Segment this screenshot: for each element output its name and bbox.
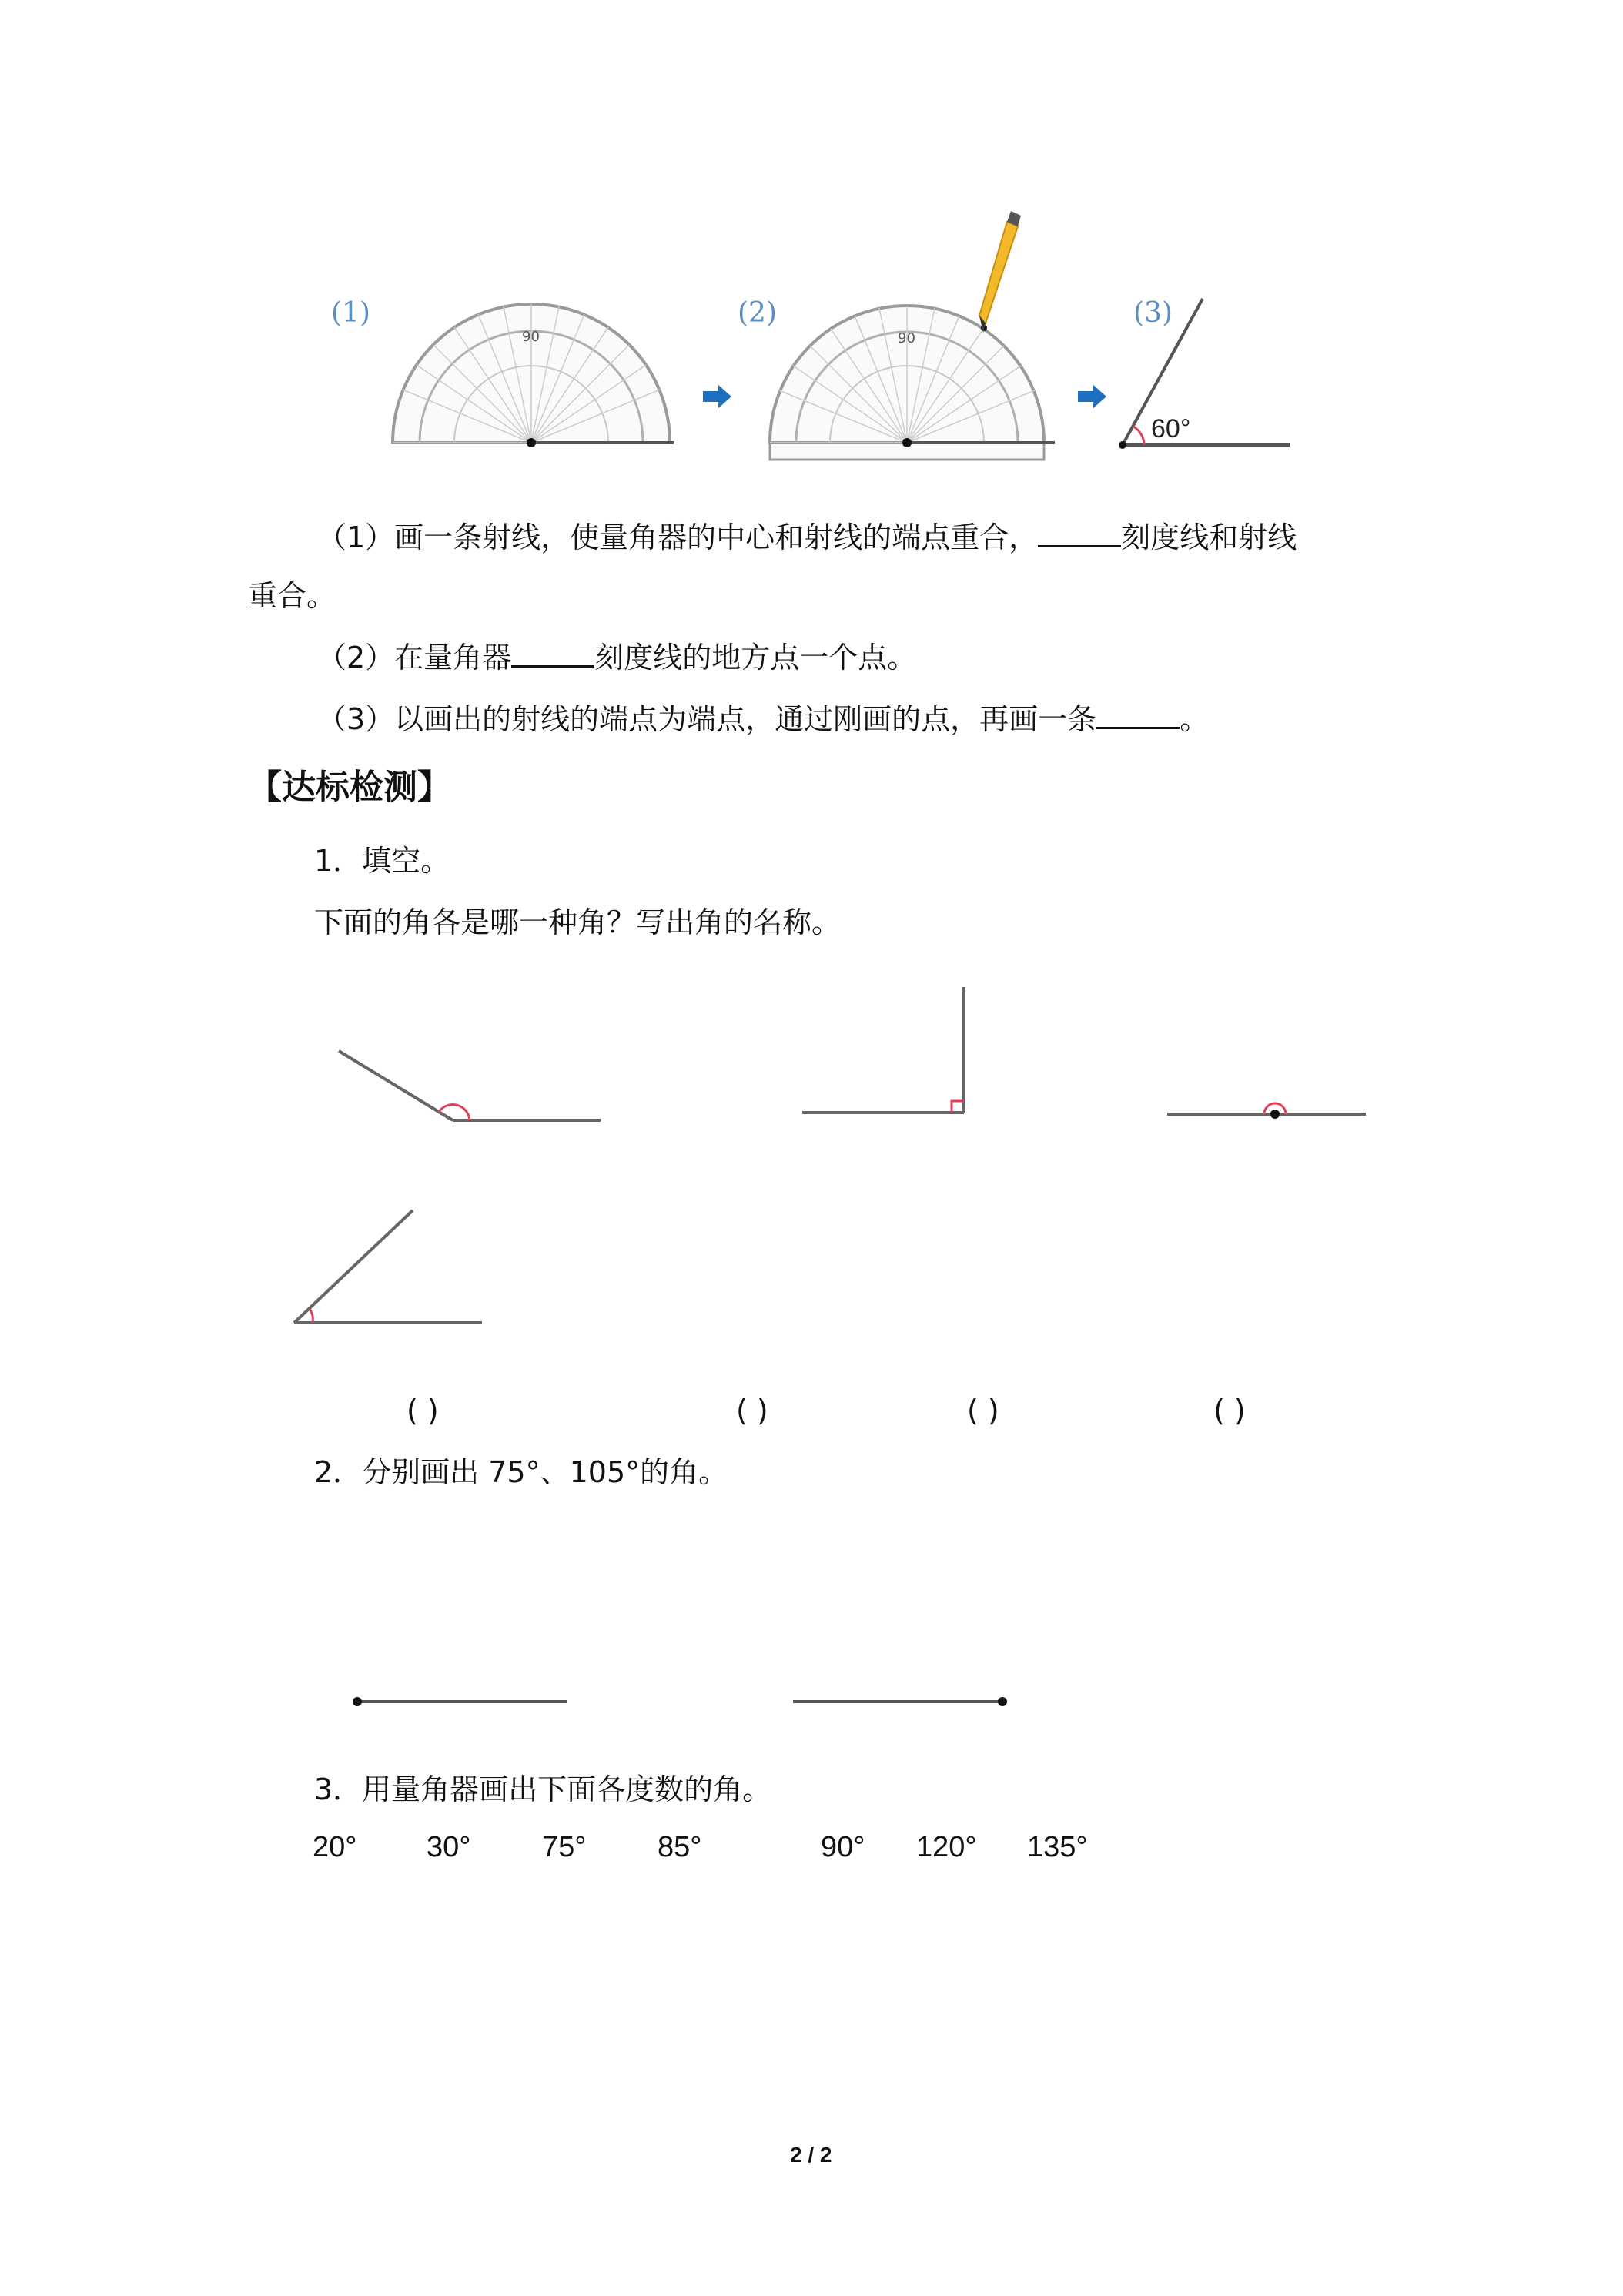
right-angle <box>802 987 964 1113</box>
step-3-line <box>317 701 1209 738</box>
step-1-blank[interactable] <box>1038 522 1121 547</box>
obtuse-angle <box>339 1051 601 1120</box>
protractor-1-mark: 90 <box>522 329 540 345</box>
acute-angle <box>294 1210 482 1323</box>
step-2-line <box>317 639 916 676</box>
protractor-1 <box>393 304 674 447</box>
q1-title: 1．填空。 <box>314 844 450 878</box>
ray-right <box>793 1697 1007 1706</box>
answer-paren-2[interactable]: ( ) <box>736 1394 768 1427</box>
step-label-3: (3) <box>1133 297 1173 329</box>
step-2-text: （2）在量角器 <box>317 641 512 674</box>
pencil-icon <box>979 211 1021 333</box>
degree-item: 85° <box>658 1831 702 1863</box>
degree-item: 135° <box>1027 1831 1088 1863</box>
protractor-2-mark: 90 <box>898 330 915 346</box>
step-1-line <box>317 519 1297 556</box>
degree-item: 90° <box>821 1831 865 1863</box>
q3-title: 3．用量角器画出下面各度数的角。 <box>314 1772 772 1806</box>
step-1-text-after: 刻度线和射线 <box>1121 520 1297 554</box>
ray-left <box>353 1697 567 1706</box>
q1-prompt: 下面的角各是哪一种角？写出角的名称。 <box>314 905 842 939</box>
protractor-steps-figure <box>308 200 1324 477</box>
arrow-right-icon <box>1078 385 1106 408</box>
q1-angles-figure <box>277 970 1394 1340</box>
q2-title: 2．分别画出 75°、105°的角。 <box>314 1455 728 1489</box>
step-3-text-after: 。 <box>1180 702 1210 736</box>
degree-item: 75° <box>542 1831 587 1863</box>
step-3-text: （3）以画出的射线的端点为端点，通过刚画的点，再画一条 <box>317 702 1097 736</box>
step-label-2: (2) <box>738 297 777 329</box>
degree-item: 120° <box>916 1831 977 1863</box>
step-label-1: (1) <box>331 297 370 329</box>
straight-angle <box>1167 1103 1366 1119</box>
degree-item: 30° <box>427 1831 471 1863</box>
step-1-continuation: 重合。 <box>248 579 336 613</box>
q1-answer-row <box>0 1394 1623 1432</box>
degree-item: 20° <box>313 1831 357 1863</box>
page-number: 2 / 2 <box>790 2143 832 2167</box>
answer-paren-1[interactable]: ( ) <box>407 1394 439 1427</box>
answer-paren-4[interactable]: ( ) <box>1213 1394 1246 1427</box>
q3-degree-list <box>0 1831 1623 1869</box>
step-3-blank[interactable] <box>1096 704 1180 729</box>
protractor-2 <box>770 306 1055 460</box>
step-1-text: （1）画一条射线，使量角器的中心和射线的端点重合， <box>317 520 1039 554</box>
section-heading: 【达标检测】 <box>248 768 451 807</box>
step-2-text-after: 刻度线的地方点一个点。 <box>594 641 917 674</box>
answer-paren-3[interactable]: ( ) <box>967 1394 999 1427</box>
q2-rays-figure <box>339 1686 1032 1717</box>
angle-60-label: 60° <box>1151 414 1191 443</box>
arrow-right-icon <box>703 385 731 408</box>
step-2-blank[interactable] <box>511 642 594 668</box>
